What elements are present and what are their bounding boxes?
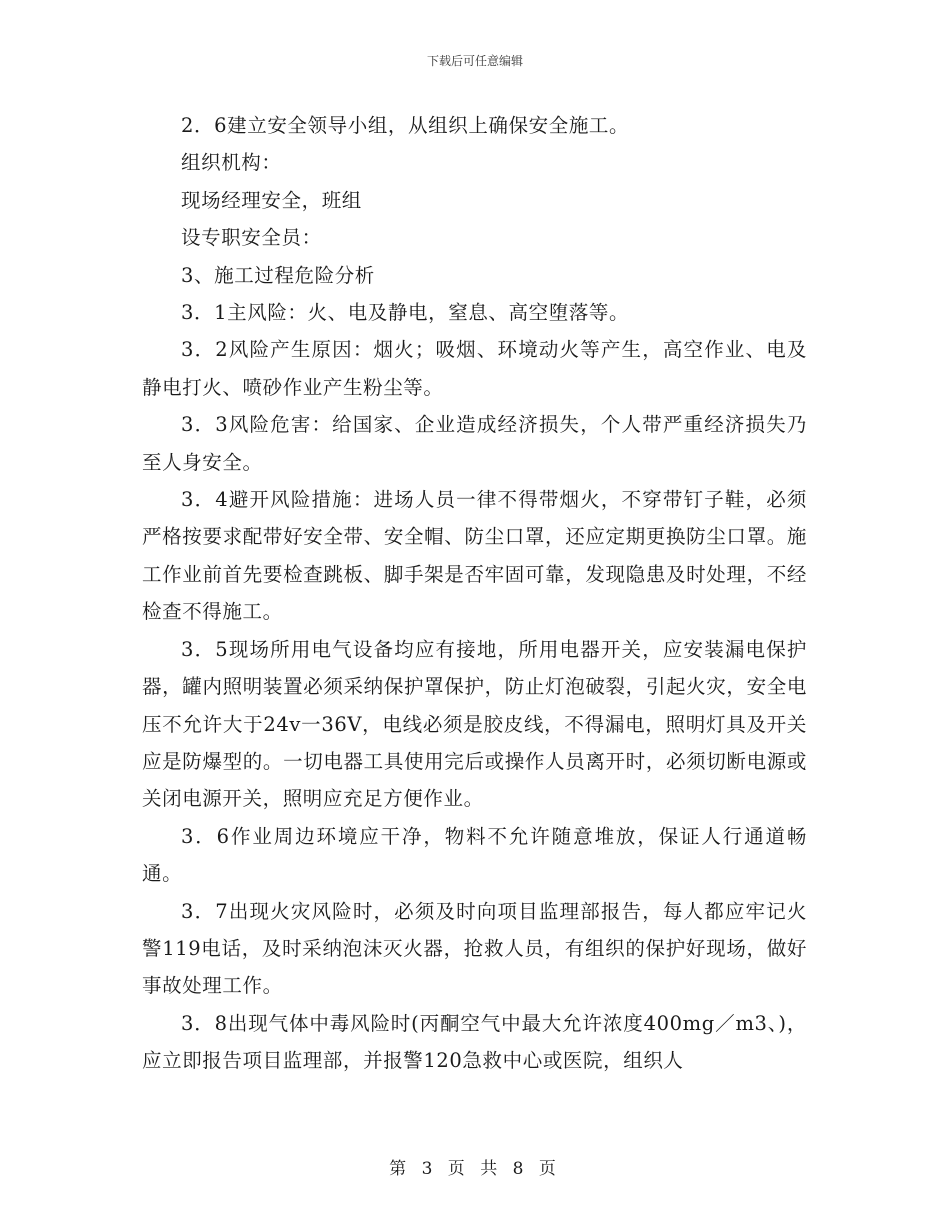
- paragraph: 3．2风险产生原因：烟火；吸烟、环境动火等产生，高空作业、电及静电打火、喷砂作业产生粉尘等。: [142, 338, 807, 399]
- paragraph: 3．4避开风险措施：进场人员一律不得带烟火，不穿带钉子鞋，必须严格按要求配带好安全带、安全帽、防尘口罩，还应定期更换防尘口罩。施工作业前首先要检查跳板、脚手架是否牢固可靠，发现隐患及时处理，不经检查不得施工。: [142, 488, 807, 624]
- section-heading: 3、施工过程危险分析: [181, 263, 375, 287]
- paragraph: 3．7出现火灾风险时，必须及时向项目监理部报告，每人都应牢记火警119电话，及时采纳泡沫灭火器，抢救人员，有组织的保护好现场，做好事故处理工作。: [142, 899, 807, 998]
- paragraph: 3．6作业周边环境应干净，物料不允许随意堆放，保证人行通道畅通。: [142, 824, 807, 886]
- page-number-footer: 第 3 页 共 8 页: [389, 1159, 561, 1179]
- document-body: [142, 107, 807, 1080]
- paragraph: 2．6建立安全领导小组，从组织上确保安全施工。: [181, 114, 630, 137]
- paragraph: 3．1主风险：火、电及静电，窒息、高空堕落等。: [181, 301, 630, 325]
- paragraph: 组织机构：: [181, 151, 282, 175]
- paragraph: 3．5现场所用电气设备均应有接地，所用电器开关，应安装漏电保护器，罐内照明装置必须采纳保护罩保护，防止灯泡破裂，引起火灾，安全电压不允许大于24v一36V，电线必须是胶皮线，不得漏电，照明灯具及开关应是防爆型的。一切电器工具使用完后或操作人员离开时，必须切断电源或关闭电源开关，照明应充足方便作业。: [142, 637, 807, 811]
- paragraph: 现场经理安全，班组: [181, 188, 362, 212]
- paragraph: 3．3风险危害：给国家、企业造成经济损失，个人带严重经济损失乃至人身安全。: [142, 413, 807, 474]
- page-header: 下载后可任意编辑: [426, 54, 523, 68]
- paragraph: 设专职安全员：: [181, 226, 322, 250]
- paragraph: 3．8出现气体中毒风险时(丙酮空气中最大允许浓度400mg／m3、)，应立即报告项目监理部，并报警120急救中心或医院，组织人: [142, 1011, 807, 1073]
